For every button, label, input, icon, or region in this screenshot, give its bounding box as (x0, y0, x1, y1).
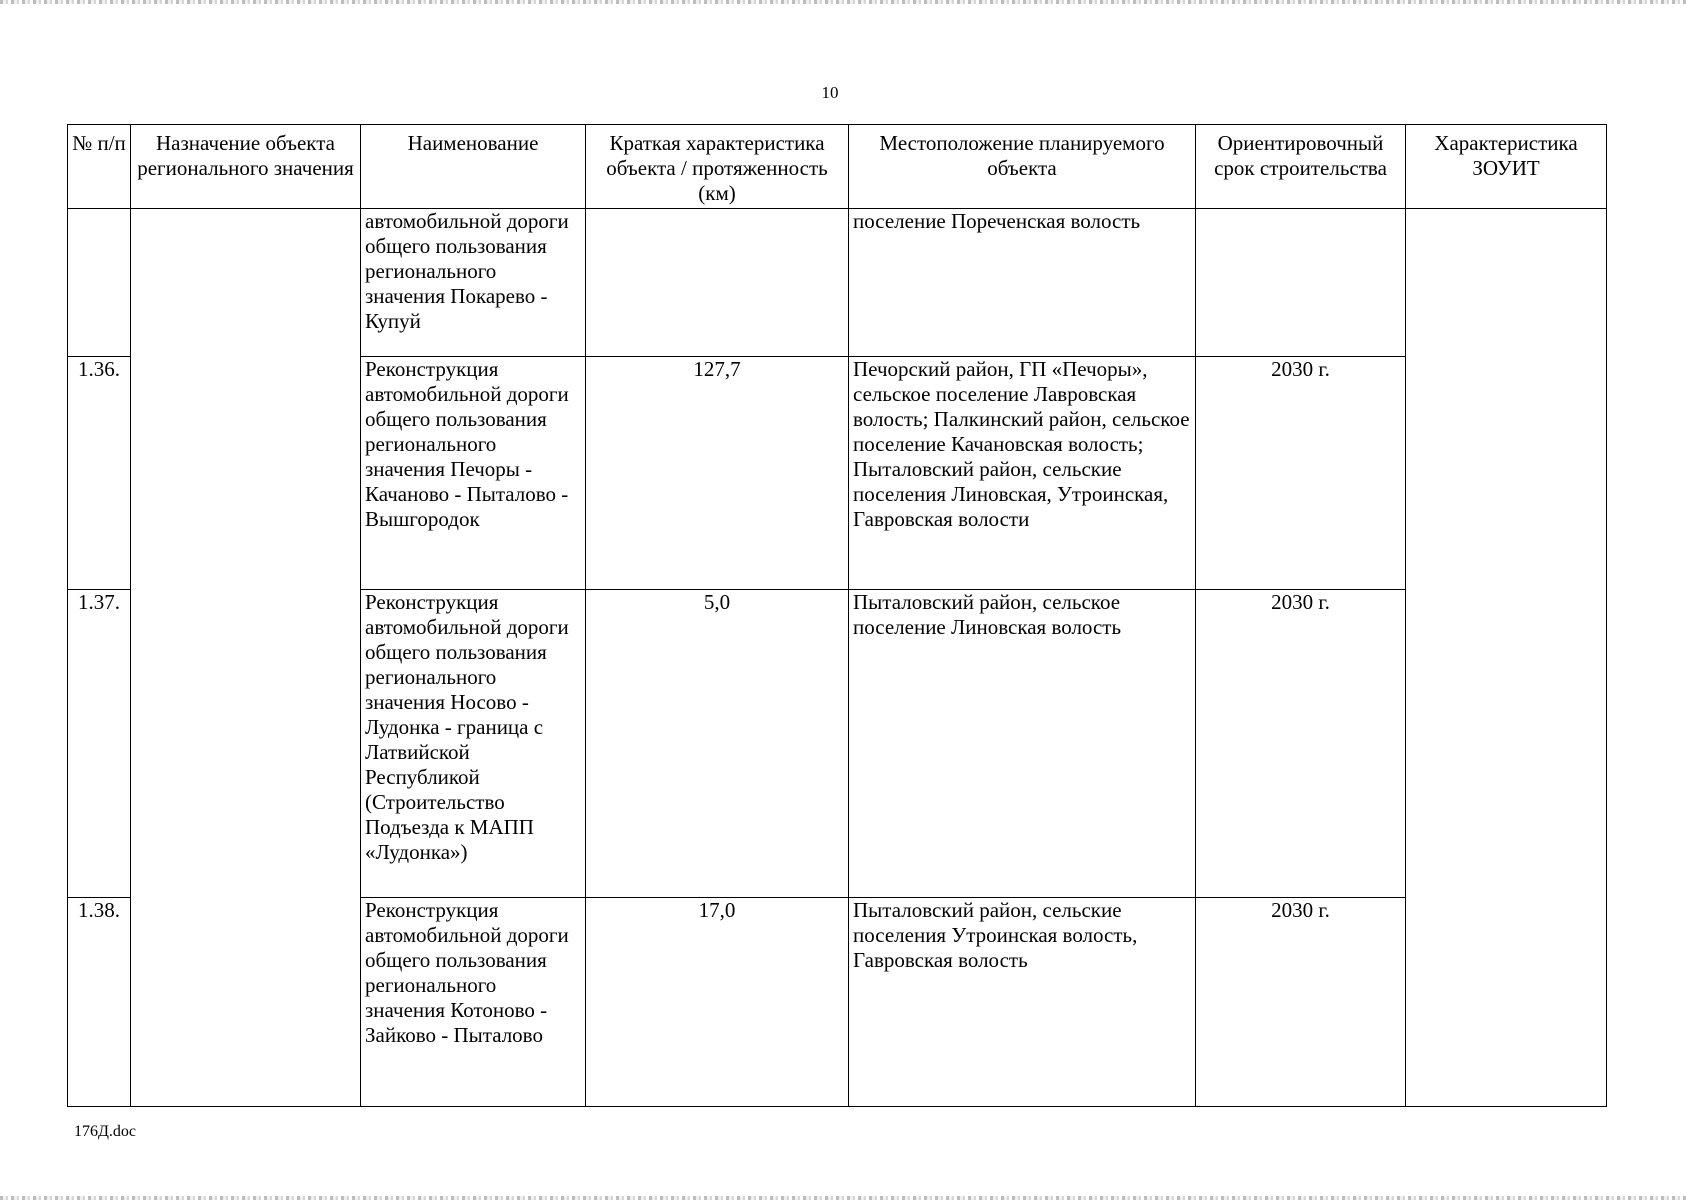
cell-purpose (131, 209, 361, 1107)
document-filename: 176Д.doc (74, 1123, 137, 1140)
cell-name: Реконструкция автомобильной дороги общего пользования регионального значения Печоры - Качаново - Пыталово - Вышгородок (361, 356, 586, 589)
cell-length: 17,0 (586, 898, 849, 1107)
cell-length: 5,0 (586, 589, 849, 897)
table-header-row (68, 125, 1607, 209)
header-characteristic: Краткая характеристика объекта / протяженность (км) (586, 125, 849, 209)
cell-location: Пыталовский район, сельские поселения Утроинская волость, Гавровская волость (849, 898, 1196, 1107)
cell-name: Реконструкция автомобильной дороги общего пользования регионального значения Котоново - Зайково - Пыталово (361, 898, 586, 1107)
cell-number (68, 209, 131, 357)
cell-term: 2030 г. (1196, 898, 1406, 1107)
scan-edge-bottom (0, 1196, 1686, 1200)
table-row (68, 209, 1607, 357)
cell-number: 1.37. (68, 589, 131, 897)
page-number: 10 (821, 83, 839, 102)
cell-location: поселение Пореченская волость (849, 209, 1196, 357)
cell-number: 1.36. (68, 356, 131, 589)
cell-location: Печорский район, ГП «Печоры», сельское поселение Лавровская волость; Палкинский район, сельское поселение Качановская волость; Пыталовский район, сельские поселения Линовская, Утроинская, Гавровская волости (849, 356, 1196, 589)
header-location: Местоположение планируемого объекта (849, 125, 1196, 209)
cell-number: 1.38. (68, 898, 131, 1107)
cell-length: 127,7 (586, 356, 849, 589)
header-zouit: Характеристика ЗОУИТ (1406, 125, 1607, 209)
cell-term (1196, 209, 1406, 357)
cell-zouit (1406, 209, 1607, 1107)
header-term: Ориентировочный срок строительства (1196, 125, 1406, 209)
header-number: № п/п (68, 125, 131, 209)
cell-length (586, 209, 849, 357)
cell-name: автомобильной дороги общего пользования регионального значения Покарево - Купуй (361, 209, 586, 357)
header-purpose: Назначение объекта регионального значения (131, 125, 361, 209)
cell-location: Пыталовский район, сельское поселение Линовская волость (849, 589, 1196, 897)
cell-term: 2030 г. (1196, 356, 1406, 589)
objects-table (67, 124, 1607, 1107)
cell-name: Реконструкция автомобильной дороги общего пользования регионального значения Носово - Лудонка - граница с Латвийской Республикой (Строительство Подъезда к МАПП «Лудонка») (361, 589, 586, 897)
header-name: Наименование (361, 125, 586, 209)
scan-edge-top (0, 0, 1686, 4)
cell-term: 2030 г. (1196, 589, 1406, 897)
